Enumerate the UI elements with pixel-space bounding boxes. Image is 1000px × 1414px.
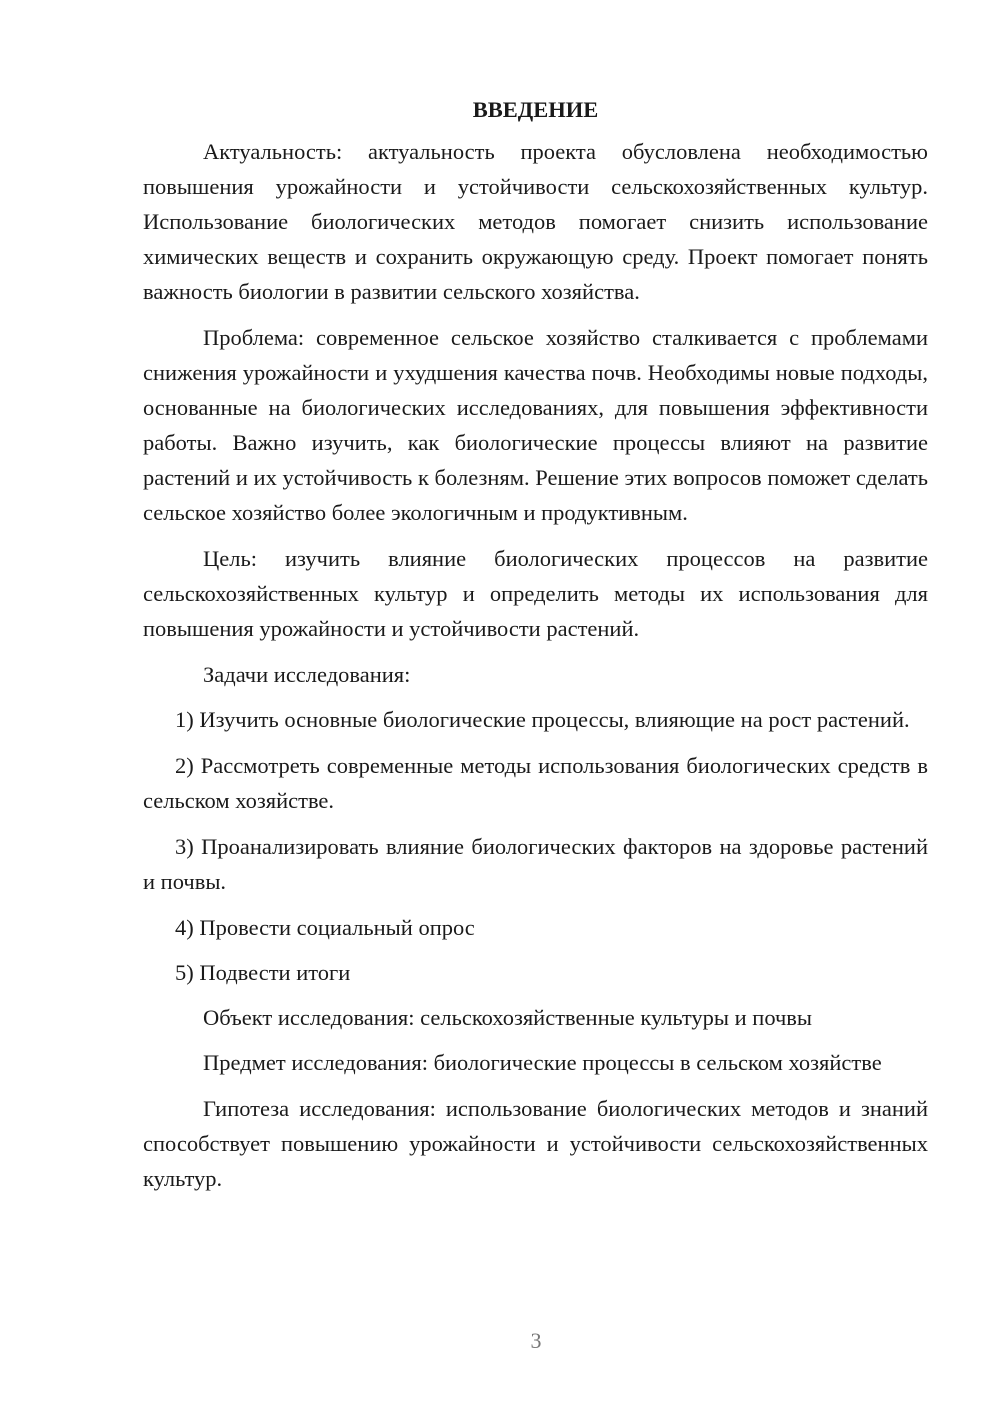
relevance-paragraph: Актуальность: актуальность проекта обусловлена необходимостью повышения урожайности и устойчивости сельскохозяйственных культур. Использование биологических методов помогает снизить использование химических веществ и сохранить окружающую среду. Проект помогает понять важность биологии в развитии сельского хозяйства. xyxy=(143,139,928,304)
hypothesis-paragraph: Гипотеза исследования: использование биологических методов и знаний способствует повышению урожайности и устойчивости сельскохозяйственных культур. xyxy=(143,1096,928,1191)
task-item-4: 4) Провести социальный опрос xyxy=(175,915,475,940)
object-paragraph: Объект исследования: сельскохозяйственные культуры и почвы xyxy=(203,1005,813,1030)
tasks-heading: Задачи исследования: xyxy=(203,662,411,687)
problem-paragraph: Проблема: современное сельское хозяйство сталкивается с проблемами снижения урожайности и ухудшения качества почв. Необходимы новые подходы, основанные на биологических исследованиях, для повышения эффективности работы. Важно изучить, как биологические процессы влияют на развитие растений и их устойчивость к болезням. Решение этих вопросов поможет сделать сельское хозяйство более экологичным и продуктивным. xyxy=(143,325,928,525)
task-item-2: 2) Рассмотреть современные методы использования биологических средств в сельском хозяйстве. xyxy=(143,753,928,813)
page-number: 3 xyxy=(530,1328,542,1353)
task-item-1: 1) Изучить основные биологические процессы, влияющие на рост растений. xyxy=(175,707,910,732)
section-title: ВВЕДЕНИЕ xyxy=(472,97,599,122)
goal-paragraph: Цель: изучить влияние биологических процессов на развитие сельскохозяйственных культур и определить методы их использования для повышения урожайности и устойчивости растений. xyxy=(143,546,928,641)
task-item-5: 5) Подвести итоги xyxy=(175,960,351,985)
document-page xyxy=(143,92,928,1207)
subject-paragraph: Предмет исследования: биологические процессы в сельском хозяйстве xyxy=(203,1050,882,1075)
task-item-3: 3) Проанализировать влияние биологических факторов на здоровье растений и почвы. xyxy=(143,834,928,894)
